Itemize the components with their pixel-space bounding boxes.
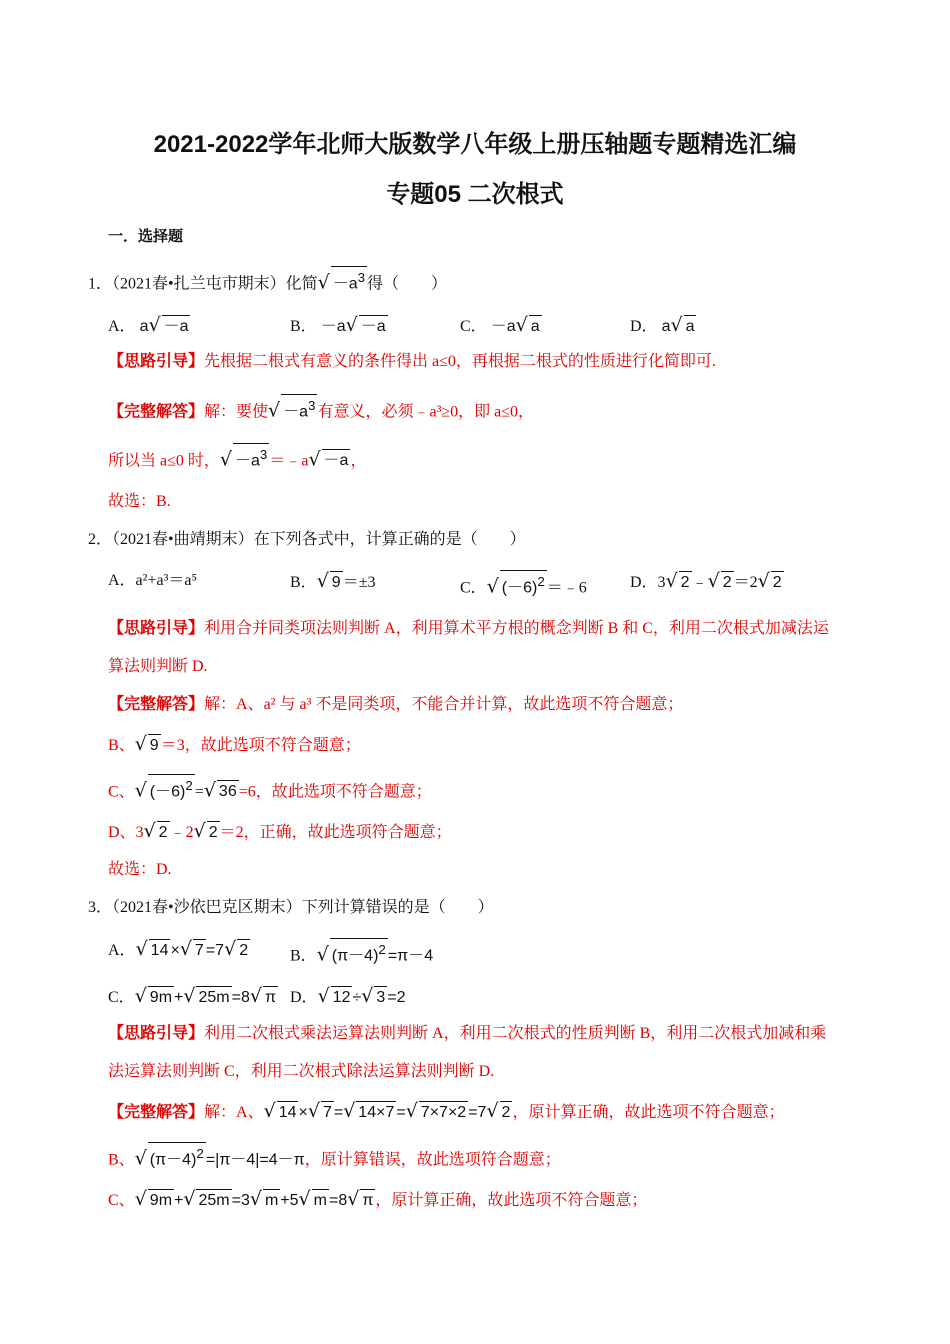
answer-radicand: π (360, 1189, 375, 1212)
option-radicand: a (684, 315, 697, 338)
q1-option-c (460, 314, 542, 338)
radical-icon: √ (670, 314, 683, 336)
answer-rad-text: (π－4) (149, 1151, 197, 1169)
radical-icon: √ (263, 1100, 276, 1122)
answer-text: 有意义，必须﹣a³≥0，即 a≤0， (317, 403, 535, 421)
answer-text: D、3 (108, 824, 144, 841)
answer-radicand: 9m (148, 1189, 174, 1212)
option-text: =8 (231, 989, 250, 1006)
option-key: A． (108, 942, 136, 959)
q1-stem (88, 266, 447, 295)
answer-text: ＝﹣a (269, 452, 309, 470)
option-coef: a (139, 318, 149, 335)
answer-radicand: m (312, 1189, 329, 1212)
answer-rad-exp: 3 (308, 398, 316, 413)
q2-stem: 2．（2021春•曲靖期末）在下列各式中，计算正确的是（ ） (88, 531, 526, 548)
option-text: =7 (205, 942, 225, 959)
radical-icon: √ (307, 1100, 320, 1122)
radical-icon: √ (134, 733, 147, 755)
answer-rad-exp: 2 (185, 778, 193, 793)
radical-icon: √ (183, 1188, 196, 1210)
answer-text: = (333, 1104, 344, 1121)
q1-stem-exp: 3 (357, 270, 366, 285)
answer-radicand: m (263, 1189, 280, 1212)
option-radicand: 3 (374, 986, 387, 1009)
answer-rad-text: －a (235, 452, 260, 470)
hint-label: 【思路引导】 (108, 620, 205, 637)
answer-radicand: －a (322, 449, 351, 472)
option-text: × (170, 942, 180, 959)
q2-option-d (630, 570, 784, 594)
option-text: ＝﹣6 (546, 579, 587, 597)
q3-hint-line2: 法运算法则判断 C，利用二次根式除法运算法则判断 D. (108, 1063, 495, 1080)
radical-icon: √ (193, 820, 206, 842)
radical-icon: √ (316, 570, 329, 592)
answer-text: × (298, 1104, 308, 1121)
radical-icon: √ (134, 1147, 147, 1170)
option-radicand: π (263, 986, 278, 1009)
answer-text: ﹣2 (169, 824, 194, 841)
q3-hint-line1 (108, 1023, 826, 1045)
q1-hint (108, 351, 716, 373)
radical-icon: √ (316, 943, 329, 966)
option-radicand: 25m (196, 986, 231, 1009)
radical-icon: √ (515, 314, 528, 336)
radical-icon: √ (219, 448, 232, 471)
q1-stem-rad-text: －a (332, 275, 358, 293)
answer-radicand (148, 774, 195, 803)
answer-radicand: 9 (148, 734, 161, 757)
radical-icon: √ (343, 1100, 356, 1122)
radical-icon: √ (665, 570, 678, 592)
answer-rad-exp: 3 (259, 447, 268, 462)
q2-hint-line2: 算法则判断 D. (108, 658, 208, 675)
q2-choose: 故选：D. (108, 861, 172, 878)
answer-text: =6，故此选项不符合题意； (238, 783, 432, 801)
answer-text: 解：A、a² 与 a³ 不是同类项，不能合并计算，故此选项不符合题意； (204, 696, 684, 713)
q2-option-a: A．a²+a³＝a⁵ (108, 572, 198, 589)
answer-text: B、 (108, 737, 135, 754)
option-text: ÷ (352, 989, 362, 1006)
option-radicand: 2 (237, 939, 250, 962)
radical-icon: √ (203, 779, 216, 802)
radical-icon: √ (486, 1100, 499, 1122)
q1-option-d (630, 314, 696, 338)
radical-icon: √ (298, 1188, 311, 1210)
option-text: ＝±3 (342, 574, 376, 591)
q3-answer-a (108, 1100, 784, 1124)
radical-icon: √ (317, 271, 330, 294)
option-radicand: －a (162, 315, 191, 338)
option-text: =2 (387, 989, 406, 1006)
answer-text: 解：A、 (204, 1104, 264, 1121)
option-rad-text: (π－4) (331, 947, 379, 965)
q2-answer-d (108, 820, 452, 844)
q3-option-b (290, 938, 433, 967)
answer-radicand: 14×7 (356, 1101, 396, 1124)
q1-answer-line2 (108, 443, 366, 472)
option-key: C． (460, 579, 487, 597)
option-radicand: 2 (721, 571, 734, 594)
answer-radicand (281, 394, 317, 423)
radical-icon: √ (134, 779, 147, 802)
q2-answer-c (108, 774, 432, 803)
radical-icon: √ (345, 314, 358, 336)
q1-option-b (290, 314, 388, 338)
option-key: B． (290, 947, 317, 965)
q1-stem-post: 得（ ） (367, 275, 448, 293)
answer-radicand (148, 1142, 206, 1171)
answer-radicand: 36 (217, 780, 239, 803)
radical-icon: √ (249, 985, 262, 1007)
option-radicand: 14 (149, 939, 171, 962)
option-text: =π－4 (387, 947, 434, 965)
option-key: C． (460, 318, 487, 335)
option-coef: a (661, 318, 671, 335)
radical-icon: √ (347, 1188, 360, 1210)
answer-text: ， (350, 452, 367, 470)
answer-text: B、 (108, 1151, 135, 1169)
q3-stem: 3．（2021春•沙依巴克区期末）下列计算错误的是（ ） (88, 899, 494, 916)
q1-stem-radicand (331, 266, 367, 295)
q1-option-a (108, 314, 190, 338)
radical-icon: √ (486, 575, 499, 598)
answer-radicand: 7 (321, 1101, 334, 1124)
radical-icon: √ (143, 820, 156, 842)
answer-label: 【完整解答】 (108, 403, 205, 421)
q3-answer-b (108, 1142, 561, 1171)
hint-text: 利用二次根式乘法运算法则判断 A，利用二次根式的性质判断 B，利用二次根式加减和乘 (204, 1025, 827, 1042)
document-title: 2021-2022学年北师大版数学八年级上册压轴题专题精选汇编 (153, 131, 797, 158)
answer-text: =7 (468, 1104, 487, 1121)
option-radicand: －a (359, 315, 388, 338)
answer-text: 所以当 a≤0 时， (108, 452, 220, 470)
answer-text: C、 (108, 1192, 135, 1209)
option-coef: －a (320, 318, 346, 335)
radical-icon: √ (757, 570, 770, 592)
q2-option-c (460, 570, 587, 599)
answer-text: C、 (108, 783, 135, 801)
answer-label: 【完整解答】 (108, 696, 205, 713)
answer-text: =|π－4|=4－π (205, 1151, 305, 1169)
answer-text: ，原计算错误，故此选项符合题意； (304, 1151, 561, 1169)
radical-icon: √ (134, 985, 147, 1007)
answer-rad-exp: 2 (196, 1146, 204, 1161)
answer-text: ，原计算正确，故此选项不符合题意； (512, 1104, 785, 1121)
option-text: ＝2 (733, 574, 758, 591)
option-key: D． (630, 318, 658, 335)
radical-icon: √ (308, 448, 321, 471)
option-radicand: 9m (148, 986, 174, 1009)
option-radicand: 2 (771, 571, 784, 594)
answer-text: ＝3，故此选项不符合题意； (160, 737, 361, 754)
option-key: D． (290, 989, 318, 1006)
option-rad-exp: 2 (537, 574, 545, 589)
q3-option-c (108, 985, 278, 1009)
radical-icon: √ (249, 1188, 262, 1210)
answer-rad-text: (－6) (149, 783, 186, 801)
option-radicand: 9 (330, 571, 343, 594)
answer-text: =8 (328, 1192, 348, 1209)
hint-text: 先根据二根式有意义的条件得出 a≤0，再根据二根式的性质进行化简即可. (204, 353, 716, 370)
answer-text: ，原计算正确，故此选项不符合题意； (375, 1192, 648, 1209)
radical-icon: √ (361, 985, 374, 1007)
option-text: + (174, 989, 184, 1006)
answer-text: + (174, 1192, 184, 1209)
option-radicand (500, 570, 547, 599)
answer-text: ＝2，正确，故此选项符合题意； (219, 824, 452, 841)
radical-icon: √ (134, 1188, 147, 1210)
answer-radicand: 2 (207, 821, 220, 844)
option-rad-exp: 2 (378, 942, 386, 957)
q3-option-d (290, 985, 406, 1009)
radical-icon: √ (405, 1100, 418, 1122)
radical-icon: √ (707, 570, 720, 592)
option-key: D．3 (630, 574, 666, 591)
hint-text: 利用合并同类项法则判断 A，利用算术平方根的概念判断 B 和 C，利用二次根式加减法运 (204, 620, 829, 637)
option-text: ﹣ (691, 574, 708, 591)
answer-label: 【完整解答】 (108, 1104, 205, 1121)
radical-icon: √ (268, 399, 281, 422)
option-radicand: a (529, 315, 542, 338)
answer-text: = (396, 1104, 406, 1121)
option-key: A． (108, 318, 136, 335)
option-radicand: 7 (193, 939, 206, 962)
q1-choose: 故选：B. (108, 493, 171, 510)
answer-text: = (194, 783, 204, 801)
option-key: C． (108, 989, 135, 1006)
radical-icon: √ (135, 938, 148, 960)
answer-radicand (233, 443, 269, 472)
answer-radicand: 7×7×2 (419, 1101, 468, 1124)
answer-text: +5 (280, 1192, 299, 1209)
section-heading: 一．选择题 (108, 228, 184, 245)
answer-radicand: 2 (157, 821, 170, 844)
q2-option-b (290, 570, 376, 594)
q1-stem-pre: 1．（2021春•扎兰屯市期末）化简 (88, 275, 318, 293)
q3-option-a (108, 938, 250, 962)
hint-label: 【思路引导】 (108, 1025, 205, 1042)
document-subtitle: 专题05 二次根式 (386, 181, 564, 208)
answer-radicand: 25m (196, 1189, 231, 1212)
radical-icon: √ (179, 938, 192, 960)
hint-label: 【思路引导】 (108, 353, 205, 370)
q2-hint-line1 (108, 618, 829, 640)
option-coef: －a (490, 318, 516, 335)
answer-radicand: 2 (500, 1101, 513, 1124)
q1-answer-line1 (108, 394, 534, 423)
option-key: B． (290, 574, 317, 591)
option-key: B． (290, 318, 317, 335)
q2-answer-b (108, 733, 361, 757)
radical-icon: √ (317, 985, 330, 1007)
option-rad-text: (－6) (501, 579, 538, 597)
q2-answer-a (108, 694, 683, 716)
option-radicand (330, 938, 388, 967)
answer-text: =3 (231, 1192, 250, 1209)
answer-radicand: 14 (277, 1101, 299, 1124)
option-radicand: 12 (331, 986, 353, 1009)
answer-text: 解：要使 (204, 403, 269, 421)
radical-icon: √ (148, 314, 161, 336)
radical-icon: √ (224, 938, 237, 960)
answer-rad-text: －a (283, 403, 309, 421)
q3-answer-c (108, 1188, 647, 1212)
radical-icon: √ (183, 985, 196, 1007)
option-radicand: 2 (679, 571, 692, 594)
